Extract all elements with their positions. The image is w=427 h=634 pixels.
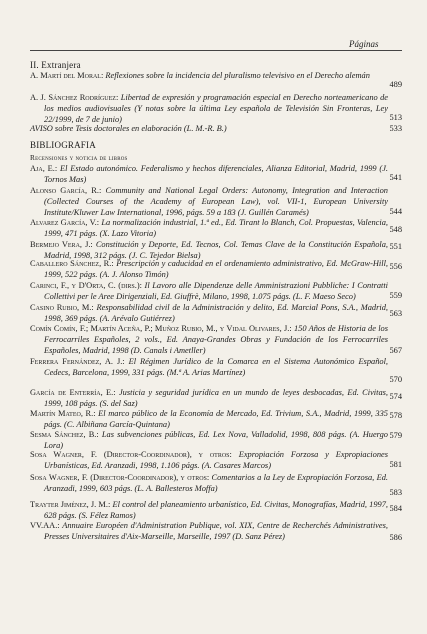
entry-author: Alvarez García, V.: [30, 218, 100, 227]
toc-entry [30, 357, 388, 379]
entry-author: Carinci, F., y D'Orta, C. (dirs.): [30, 281, 142, 290]
header-rule [30, 50, 402, 51]
entry-author: Sesma Sánchez, B.: [30, 430, 99, 439]
entry-text: Prescripción y caducidad en el ordenamiento administrativo, Ed. McGraw-Hill, 1999, 522 págs. (A. J. Alonso Timón) [44, 259, 388, 279]
entry-author: Sosa Wagner, F. (Director-Coordinador), y otros: [30, 473, 210, 482]
entry-page: 567 [389, 346, 402, 355]
entry-author: Trayter Jiménez, J. M.: [30, 500, 111, 509]
entry-text: Il Lavoro alle Dipendenze delle Amministrazioni Pubbliche: I Contratti Collettivi per le Aree Dirigenziali, Ed. Giuffrè, Milano, 1998, 1.075 págs. (L. F. Maeso Seco) [44, 281, 388, 301]
page-header-label: Páginas [349, 39, 379, 49]
entry-page: 563 [389, 309, 402, 318]
entry-page: 586 [389, 533, 402, 542]
entry-page: 559 [389, 291, 402, 300]
entry-author: A. Martí del Moral: [30, 71, 104, 80]
entry-page: 548 [389, 225, 402, 234]
entry-text: El Régimen Jurídico de la Comarca en el Sistema Autonómico Español, Cedecs, Barcelona, 1999, 331 págs. (M.ª A. Arias Martínez) [44, 357, 388, 377]
entry-author: Aja, E.: [30, 164, 58, 173]
entry-author: Caballero Sánchez, R.: [30, 259, 114, 268]
toc-entry [30, 303, 388, 325]
toc-entry [30, 521, 388, 543]
entry-author: Ferrera Fernández, A. J.: [30, 357, 125, 366]
entry-page: 489 [389, 80, 402, 89]
entry-page: 570 [389, 375, 402, 384]
entry-page: 574 [389, 392, 402, 401]
entry-page: 583 [389, 488, 402, 497]
entry-author: Comín Comín, F.; Martín Aceña, P.; Muñoz Rubio, M., y Vidal Olivares, J.: [30, 324, 292, 333]
entry-text: Las subvenciones públicas, Ed. Lex Nova, Valladolid, 1998, 808 págs. (A. Huergo Lora) [44, 430, 388, 450]
entry-text: 150 Años de Historia de los Ferrocarriles Españoles, 2 vols., Ed. Anaya-Grandes Obras y Fundación de los Ferrocarriles Españoles, Madrid, 1998 (D. Canals i Ametller) [44, 324, 389, 355]
entry-page: 581 [389, 460, 402, 469]
entry-text: Annuaire Européen d'Administration Publique, vol. XIX, Centre de Recherchés Administratives, Presses Universitaires d'Aix-Marseille, Marseille, 1997 (D. Sanz Pérez) [44, 521, 389, 541]
toc-entry [30, 324, 388, 356]
entry-page: 533 [389, 124, 402, 133]
bibliografia-subtitle: Recensiones y noticia de libros [30, 153, 128, 162]
entry-page: 551 [389, 242, 402, 251]
entry-text: AVISO sobre Tesis doctorales en elaboración (L. M.-R. B.) [30, 124, 227, 133]
entry-author: Casino Rubio, M.: [30, 303, 94, 312]
toc-entry [30, 186, 388, 218]
entry-text: Constitución y Deporte, Ed. Tecnos, Col. Temas Clave de la Constitución Española, Madrid, 1998, 312 págs. (J. C. Tejedor Bielsa) [44, 240, 388, 260]
entry-text: El control del planeamiento urbanístico, Ed. Civitas, Monografías, Madrid, 1997, 628 págs. (S. Félez Ramos) [44, 500, 388, 520]
toc-entry [30, 430, 388, 452]
entry-page: 584 [389, 504, 402, 513]
entry-page: 513 [389, 113, 402, 122]
entry-author: García de Enterría, E.: [30, 388, 116, 397]
entry-text: Responsabilidad civil de la Administración y delito, Ed. Marcial Pons, S.A., Madrid, 1998, 369 págs. (A. Arévalo Gutiérrez) [44, 303, 388, 323]
toc-entry [30, 450, 388, 472]
toc-entry [30, 281, 388, 303]
toc-entry [30, 164, 388, 186]
entry-text: El marco público de la Economía de Mercado, Ed. Trivium, S.A., Madrid, 1999, 335 págs. (C. Albiñana García-Quintana) [44, 409, 388, 429]
entry-author: Sosa Wagner, F. (Director-Coordinador), y otros: [30, 450, 232, 459]
toc-entry [30, 259, 388, 281]
entry-text: Expropiación Forzosa y Expropiaciones Urbanísticas, Ed. Aranzadi, 1998, 1.106 págs. (A. Casares Marcos) [44, 450, 388, 470]
toc-entry [30, 409, 388, 431]
toc-entry [30, 388, 388, 410]
entry-text: Reflexiones sobre la incidencia del pluralismo televisivo en el Derecho alemán [105, 71, 370, 80]
entry-text: La normalización industrial, 1.ª ed., Ed. Tirant lo Blanch, Col. Propuestas, Valencia, 1999, 471 págs. (X. Lazo Vitoria) [44, 218, 388, 238]
toc-entry [30, 473, 388, 495]
toc-entry [30, 218, 388, 240]
entry-text: El Estado autonómico. Federalismo y hechos diferenciales, Alianza Editorial, Madrid, 1999 (J. Tornos Mas) [44, 164, 389, 184]
entry-author: Alonso García, R.: [30, 186, 102, 195]
toc-entry [30, 124, 388, 135]
entry-text: Libertad de expresión y programación especial en Derecho norteamericano de los medios audiovisuales (Y notas sobre la última Ley española de Televisión Sin Fronteras, Ley 22/1999, de 7 de junio) [44, 93, 389, 124]
bibliografia-title: BIBLIOGRAFIA [30, 140, 96, 150]
entry-author: Bermejo Vera, J.: [30, 240, 93, 249]
entry-page: 541 [389, 173, 402, 182]
toc-entry [30, 71, 388, 82]
entry-page: 556 [389, 262, 402, 271]
section-ii-title: II. Extranjera [30, 60, 81, 70]
entry-text: Justicia y seguridad jurídica en un mundo de leyes desbocadas, Ed. Civitas, 1999, 108 págs. (S. del Saz) [44, 388, 388, 408]
entry-author: Martín Mateo, R.: [30, 409, 96, 418]
entry-author: A. J. Sánchez Rodríguez: [30, 93, 119, 102]
entry-text: Comentarios a la Ley de Expropiación Forzosa, Ed. Aranzadi, 1999, 603 págs. (L. A. Ballesteros Moffa) [44, 473, 388, 493]
toc-entry [30, 93, 388, 125]
toc-entry [30, 500, 388, 522]
entry-text: Community and National Legal Orders: Autonomy, Integration and Interaction (Collected Courses of the Academy of European Law), vol. VII-1, European University Institute/Kluwer Law International, 1996, págs. 59 a 183 (J. Guillén Caramés) [44, 186, 388, 217]
entry-author: VV.AA.: [30, 521, 60, 530]
entry-page: 578 [389, 411, 402, 420]
entry-page: 579 [389, 431, 402, 440]
entry-page: 544 [389, 207, 402, 216]
